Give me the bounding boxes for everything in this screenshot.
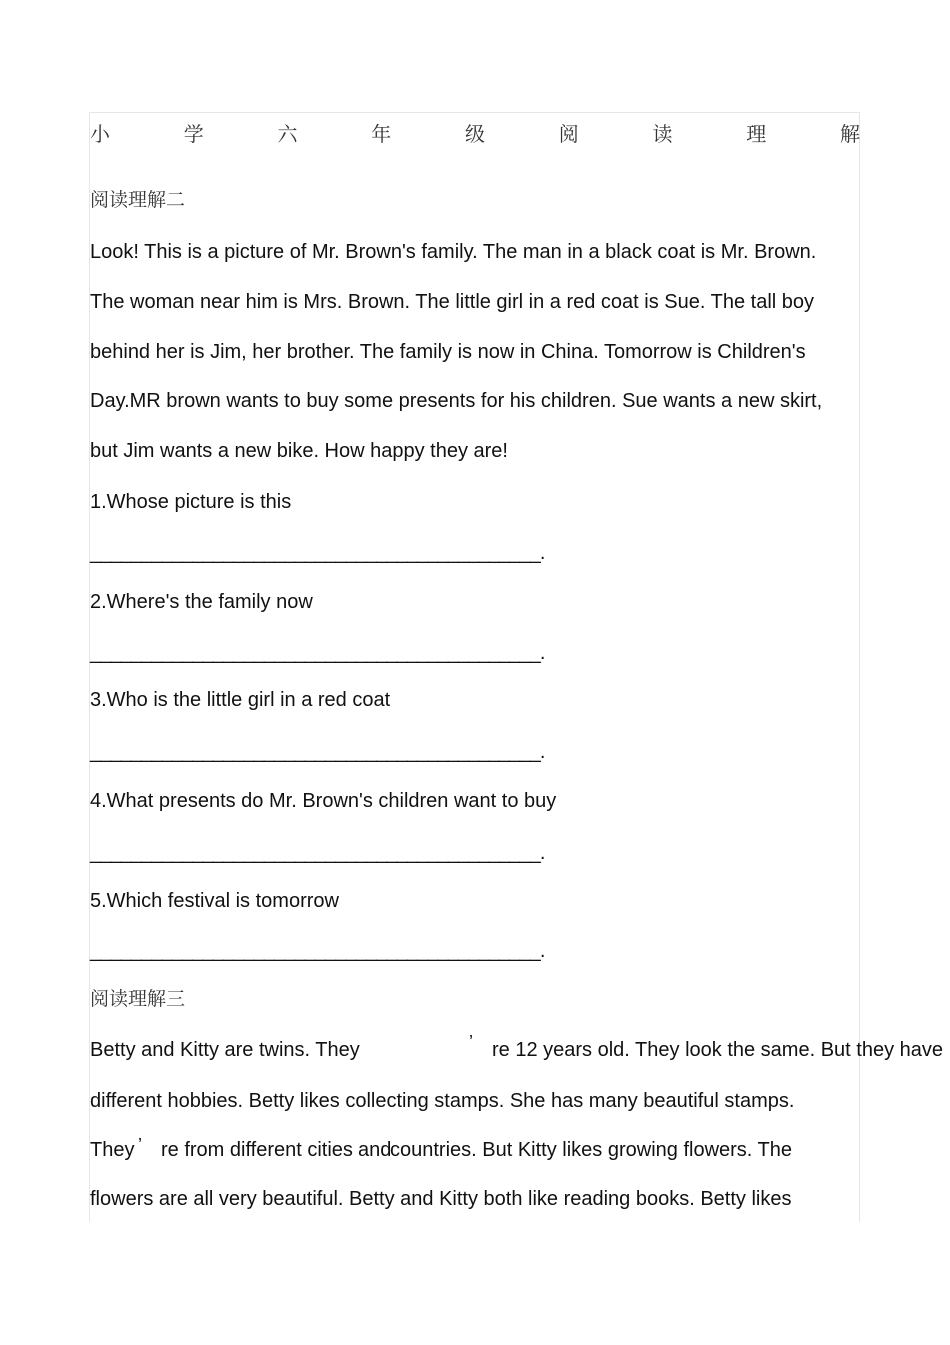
question-2: 2.Where's the family now xyxy=(90,591,313,613)
question-3: 3.Who is the little girl in a red coat xyxy=(90,689,391,711)
answer-blank-4[interactable]: ____________________________________________. xyxy=(90,842,545,864)
passage-line: The woman near him is Mrs. Brown. The little girl in a red coat is Sue. The tall boy xyxy=(90,291,815,313)
answer-blank-3[interactable]: ____________________________________________. xyxy=(90,741,545,763)
passage-line: Betty and Kitty are twins. They xyxy=(90,1039,360,1061)
title-char: 解 xyxy=(840,122,860,146)
passage-line: but Jim wants a new bike. How happy they are! xyxy=(90,440,508,462)
title-char: 年 xyxy=(371,122,392,146)
title-char: 小 xyxy=(90,122,110,146)
passage-line: countries. But Kitty likes growing flowers. The xyxy=(390,1139,793,1161)
answer-blank-1[interactable]: ____________________________________________. xyxy=(90,542,545,564)
overlapping-word: and xyxy=(358,1139,392,1161)
title-char: 六 xyxy=(277,122,298,146)
apostrophe-mark: ’ xyxy=(138,1135,142,1155)
passage-line: Day.MR brown wants to buy some presents for his children. Sue wants a new skirt, xyxy=(90,390,823,412)
title-char: 读 xyxy=(652,122,673,146)
title-char: 学 xyxy=(183,122,204,146)
passage-line: re 12 years old. They look the same. But they have xyxy=(492,1039,943,1061)
passage-line: flowers are all very beautiful. Betty and Kitty both like reading books. Betty likes xyxy=(90,1188,792,1210)
apostrophe-mark: ’ xyxy=(469,1032,473,1052)
title-char: 理 xyxy=(746,122,767,146)
answer-blank-2[interactable]: ____________________________________________. xyxy=(90,642,545,664)
page-title xyxy=(90,120,860,148)
passage-line: different hobbies. Betty likes collecting stamps. She has many beautiful stamps. xyxy=(90,1090,795,1112)
passage-line: They xyxy=(90,1139,135,1161)
section-heading-3: 阅读理解三 xyxy=(90,988,186,1010)
title-char: 阅 xyxy=(558,122,579,146)
question-1: 1.Whose picture is this xyxy=(90,491,292,513)
title-char: 级 xyxy=(465,122,485,146)
question-5: 5.Which festival is tomorrow xyxy=(90,890,339,912)
question-4: 4.What presents do Mr. Brown's children want to buy xyxy=(90,790,557,812)
passage-line: re from different cities xyxy=(161,1139,353,1161)
section-heading-2: 阅读理解二 xyxy=(90,189,186,211)
answer-blank-5[interactable]: ____________________________________________. xyxy=(90,940,545,962)
passage-line: Look! This is a picture of Mr. Brown's family. The man in a black coat is Mr. Brown. xyxy=(90,241,817,263)
passage-line: behind her is Jim, her brother. The family is now in China. Tomorrow is Children's xyxy=(90,341,806,363)
